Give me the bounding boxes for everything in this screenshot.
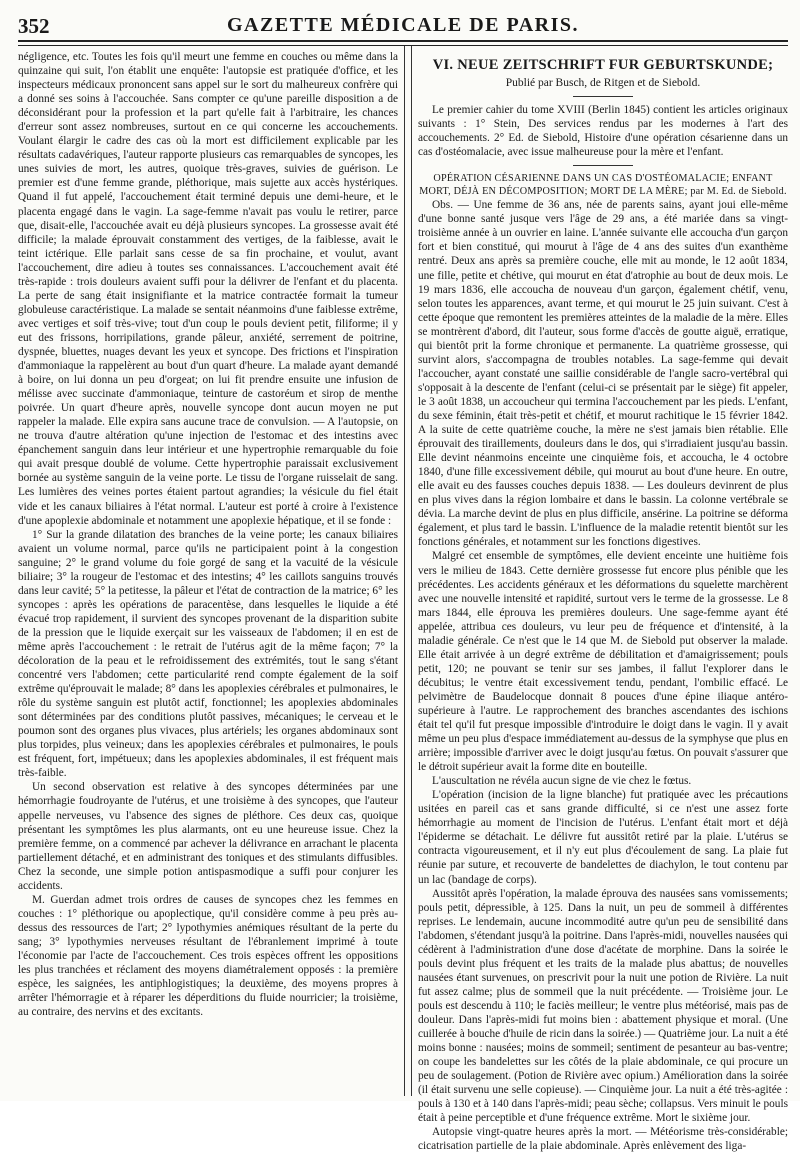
left-paragraph-4: M. Guerdan admet trois ordres de causes de syncopes chez les femmes en couches : 1° pléthorique ou apoplectique, qu'il considère comme à peu près au-dessus des ressources de l'art; 2° lypothymies anémiques résultant de la perte du sang; 3° lypothymies nerveuses résultant de l'ébranlement imprimé à toute l'économie par l'acte de l'accouchement. Ces trois espèces offrent les oppositions les plus tranchées et réclament des moyens diamétralement opposés : la première espèce, les saignées, les antiphlogistiques; la deuxième, des moyens propres à arrêter l'hémorragie et à réparer les déperditions du fluide nourricier; la troisième, au contraire, des nervins et des excitants. [18, 893, 398, 1019]
right-column [418, 50, 788, 1153]
right-paragraph-5: Aussitôt après l'opération, la malade éprouva des nausées sans vomissements; pouls petit, dépressible, à 125. Dans la nuit, un peu de sommeil à différentes reprises. Le lendemain, aucune incommodité autre qu'un peu de sensibilité dans l'abdomen, s'étendant jusqu'à la poitrine. Dans l'après-midi, nouvelles nausées qui cédèrent à l'administration d'une dose d'acétate de morphine. Dans la soirée le pouls devint plus fréquent et les traits de la malade plus abattus; de nouvelles nausées étant survenues, on prescrivit pour la nuit une potion de Rivière. La nuit fut assez calme; plus de sommeil que la nuit précédente. — Troisième jour. Le pouls est descendu à 110; le faciès meilleur; le ventre plus météorisé, mais pas de douleur. Dans l'après-midi fut moins bien : abattement physique et moral. (Une cuillerée à bouche d'huile de ricin dans la soirée.) — Quatrième jour. La nuit a été moins bonne : nausées; moins de sommeil; sentiment de pesanteur au bas-ventre; on coupe les bandelettes sur les côtés de la plaie abdominale, ce qui procure un peu de soulagement. (Potion de Rivière avec opium.) Amélioration dans la soirée (il était survenu une selle copieuse). — Cinquième jour. La nuit a été très-agitée : pouls à 130 et à 140 dans l'après-midi; peau sèche; collapsus. Vers minuit le pouls était à peine perceptible et d'une fréquence extrême. Mort le sixième jour. [418, 887, 788, 1125]
right-paragraph-6: Autopsie vingt-quatre heures après la mort. — Météorisme très-considérable; cicatrisation partielle de la plaie abdominale. Après enlèvement des liga- [418, 1126, 788, 1153]
section-subtitle: Publié par Busch, de Ritgen et de Siebold. [505, 77, 701, 90]
left-paragraph-2: 1° Sur la grande dilatation des branches de la veine porte; les canaux biliaires avaient un volume normal, parce qu'ils ne participaient point à la congestion sanguine; 2° le grand volume du foie gorgé de sang et la vacuité de la vésicule biliaire; 3° la rougeur de l'estomac et des intestins; 4° les caillots sanguins trouvés dans leur cavité; 5° la petitesse, la pâleur et l'état de contraction de la matrice; 6° les syncopes : après les opérations de paracentèse, dans lesquelles le liquide a été évacué trop rapidement, il survient des syncopes provenant de la disparition subite de la pression que le liquide exerçait sur les vaisseaux de l'abdomen; il en est de même après l'accouchement : le retrait de l'utérus agit de la même façon; 7° la décoloration de la peau et le refroidissement des extrémités, tout le sang s'étant concentré vers l'abdomen; cette particularité rend compte également de la soif extrême qu'éprouvait le malade; 8° dans les apoplexies cérébrales et pulmonaires, le rôle du système sanguin est plutôt actif, fonctionnel; les apoplexies abdominales sont déterminées par des conditions plutôt passives, mécaniques; le cerveau et le poumon sont des organes plus vivaces, plus artériels; les organes abdominaux sont plus torpides, plus veineux; dans les apoplexies cérébrales et pulmonaires, le pouls est fréquent, fort, impétueux; dans les apoplexies abdominales, il est fréquent mais très-faible. [18, 528, 398, 780]
page-header [18, 12, 788, 40]
left-column [18, 50, 398, 1019]
page-number: 352 [18, 14, 50, 38]
column-divider [404, 46, 412, 1096]
article-heading: OPÉRATION CÉSARIENNE DANS UN CAS D'OSTÉOMALACIE; ENFANT MORT, DÉJÀ EN DÉCOMPOSITION; MORT DE LA MÈRE; par M. Ed. de Siebold. [419, 173, 787, 198]
section-rule-2 [573, 165, 633, 166]
right-paragraph-3: L'auscultation ne révéla aucun signe de vie chez le fœtus. [432, 775, 692, 788]
section-intro: Le premier cahier du tome XVIII (Berlin 1845) contient les articles originaux suivants : 1° Stein, Des services rendus par les modernes à l'art des accouchements. 2° Ed. de Siebold, Histoire d'une opération césarienne dans un cas d'ostéomalacie, avec issue malheureuse pour la mère et l'enfant. [418, 104, 788, 159]
left-paragraph-3: Un second observation est relative à des syncopes déterminées par une hémorrhagie foudroyante de l'utérus, et une troisième à des syncopes, que l'auteur appelle nerveuses, vu l'absence des signes de pléthore. Ces deux cas, quoique présentant les symptômes les plus alarmants, ont eu une heureuse issue. Chez la première femme, on a commencé par achever la délivrance en arrachant le placenta partiellement détaché, et en administrant des toniques et des stimulants diffusibles. Chez la seconde, une simple potion antispasmodique a suffi pour conjurer les accidents. [18, 781, 398, 892]
right-paragraph-4: L'opération (incision de la ligne blanche) fut pratiquée avec les précautions usitées en pareil cas et sans grande difficulté, si ce n'est une assez forte hémorrhagie au moment de l'incision de l'utérus. L'enfant était mort et déjà l'épiderme se détachait. Le délivre fut aussitôt retiré par la plaie. L'utérus se contracta vigoureusement, et il n'y eut plus d'écoulement de sang. La plaie fut réunie par suture, et recouverte de bandelettes de diachylon, le tout contenu par un lac (bandage de corps). [418, 789, 788, 886]
header-rule [18, 40, 788, 46]
section-title: VI. NEUE ZEITSCHRIFT FUR GEBURTSKUNDE; [432, 57, 774, 73]
right-paragraph-1: Obs. — Une femme de 36 ans, née de parents sains, ayant joui elle-même d'une bonne santé jusque vers l'âge de 29 ans, a été mariée dans sa vingt-troisième année à un ouvrier en laine. L'année suivante elle accoucha d'un garçon fort et bien constitué, qui mourut à l'âge de 4 ans des suites d'un exanthème rentré. Deux ans après sa première couche, elle mit au monde, le 12 août 1834, une fille, petite et chétive, qui mourut en état d'atrophie au bout de deux mois. Le 19 mars 1836, elle accoucha de nouveau d'un garçon, également chétif, venu, selon toutes les apparences, avant terme, et qui mourut le 25 juin suivant. C'est à cette époque que remontent les premières atteintes de la maladie de la mère. Elles se montrèrent d'abord, dit l'auteur, sous forme d'accès de goutte aiguë, erratique, qui bientôt prit la forme chronique et permanente. La quatrième grossesse, qui survint alors, s'accompagna de troubles notables. La sage-femme qui devait l'accoucher, ayant constaté une saillie considérable de l'angle sacro-vertébral qui s'opposait à la descente de l'enfant (celui-ci se présentait par le siège) fit appeler, le 3 août 1838, un accoucheur qui termina l'accouchement par les pieds. L'enfant, du sexe féminin, était très-petit et chétif, et mourut rachitique le 15 février 1842. A la suite de cette quatrième couche, la mère ne s'est jamais bien rétablie. Elle éprouvait des tiraillements, douleurs dans le dos, qui s'irradiaient jusqu'au bassin. Elle devint néanmoins enceinte une cinquième fois, et accoucha, le 4 octobre 1840, d'une fille excessivement débile, qui mourut au bout d'une heure. En outre, elle avait eu des fausses couches depuis 1838. — Les douleurs devinrent de plus en plus vives dans la région lombaire et dans le bassin. La colonne vertébrale se dévia. La marche devint de plus en plus difficile, ansérine. La poitrine se déforma également, et plus tard le bassin. L'influence de la maladie retentit bientôt sur les fonctions générales, et notamment sur les fonctions digestives. [418, 199, 788, 549]
journal-title: GAZETTE MÉDICALE DE PARIS. [226, 14, 580, 36]
section-rule [573, 96, 633, 97]
right-paragraph-2: Malgré cet ensemble de symptômes, elle devient enceinte une huitième fois vers le milieu de 1843. Cette dernière grossesse fut encore plus pénible que les précédentes. Les accidents généraux et les déformations du squelette marchèrent avec une nouvelle intensité et rapidité, surtout vers le terme de la grossesse. Le 8 mars 1844, elle éprouva les premières douleurs. Une sage-femme ayant été appelée, attribua ces douleurs, vu leur peu de fréquence et d'intensité, à la maladie générale. Ce n'est que le 14 que M. de Siebold put observer la malade. Elle était arrivée à un degré extrême de débilitation et d'amaigrissement; pouls petit, 120; ne pouvant se tenir sur ses jambes, il fallut l'explorer dans le décubitus; le ventre était excessivement tendu, pendant, l'ombilic effacé. Le pelvimètre de Baudelocque donnait 8 pouces d'une épine iliaque antéro-supérieure à l'autre. Le rapprochement des branches ascendantes des ischions était tel qu'il fut presque impossible d'introduire le doigt dans le vagin. Il y avait même un peu plus d'espace immédiatement au-dessus de la symphyse que plus en arrière; impossible d'arriver avec le doigt jusqu'au fœtus. On pouvait s'assurer que le détroit supérieur avait la forme dite en bouteille. [418, 550, 789, 774]
left-paragraph-1: négligence, etc. Toutes les fois qu'il meurt une femme en couches ou même dans la quinzaine qui suit, l'on établit une enquête: l'autopsie est pratiquée d'office, et les inspecteurs médicaux prononcent sans appel sur le sort du malheureux confrère qui a donné ses soins à l'accouchée. Sans compter ce qu'une pareille disposition a de déconsidérant pour la profession et la part qu'elle fait à l'arbitraire, les chances d'erreur sont assez nombreuses, surtout en ce qui concerne les accouchements. Voulant élargir le cadre des cas où la mort est difficilement explicable par les résultats cadavériques, l'auteur rapporte plusieurs cas remarquables de syncopes, les unes suivies de mort, les autres, quoique très-graves, suivies de guérison. Le premier est d'une femme grande, pléthorique, mais sujette aux accès hystériques. Quand il fut appelé, l'accouchement était terminé depuis une demi-heure, et le placenta engagé dans le vagin. La sage-femme n'avait pas voulu le retirer, parce que, disait-elle, l'accouchée avait eu déjà plusieurs syncopes. La grossesse avait été difficile; la malade éprouvait constamment des vertiges, de la faiblesse, avait le teint ictérique. Elle parlait sans cesse de sa fin prochaine, et voulut, avant l'accouchement, dire adieu à toutes ses connaissances. L'accouchement avait été très-rapide : trois douleurs avaient suffi pour la délivrer de l'enfant et du placenta. La perte de sang était insignifiante et la matrice contractée formait la tumeur globuleuse caractéristique. La malade se sentait néanmoins d'une faiblesse extrême, avec vertiges et soif très-vive; tout d'un coup le pouls devient petit, filiforme; il y eut des frissons, horripilations, grande pâleur, anxiété, serrement de poitrine, dyspnée, bluettes, nuages devant les yeux et syncope. Des frictions et l'inspiration d'ammoniaque la rappelèrent au bout d'un quart d'heure. La malade ayant demandé à boire, on lui donna un peu d'orgeat; on lui fit prendre ensuite une infusion de mélisse avec succinate d'ammoniaque, teinture de castoréum et sirop de menthe poivrée. Un quart d'heure après, nouvelle syncope dont aucun moyen ne put rappeler la malade. Elle expira sans aucune trace de convulsion. — A l'autopsie, on ne trouva d'autre altération qu'une injection de l'estomac et des intestins avec épanchement sanguin dans leur intérieur et une hypertrophie remarquable du foie qui avait presque doublé de volume. Cette hypertrophie paraissait exclusivement bornée au système sanguin de la veine porte. Le tissu de l'organe ruisselait de sang. Les lumières des veines portes étaient partout agrandies; la vésicule du fiel était vide et les canaux biliaires à l'état normal. L'auteur est porté à croire à l'existence d'une apoplexie abdominale et notamment une apoplexie hépatique, et il se fonde : [18, 51, 398, 527]
